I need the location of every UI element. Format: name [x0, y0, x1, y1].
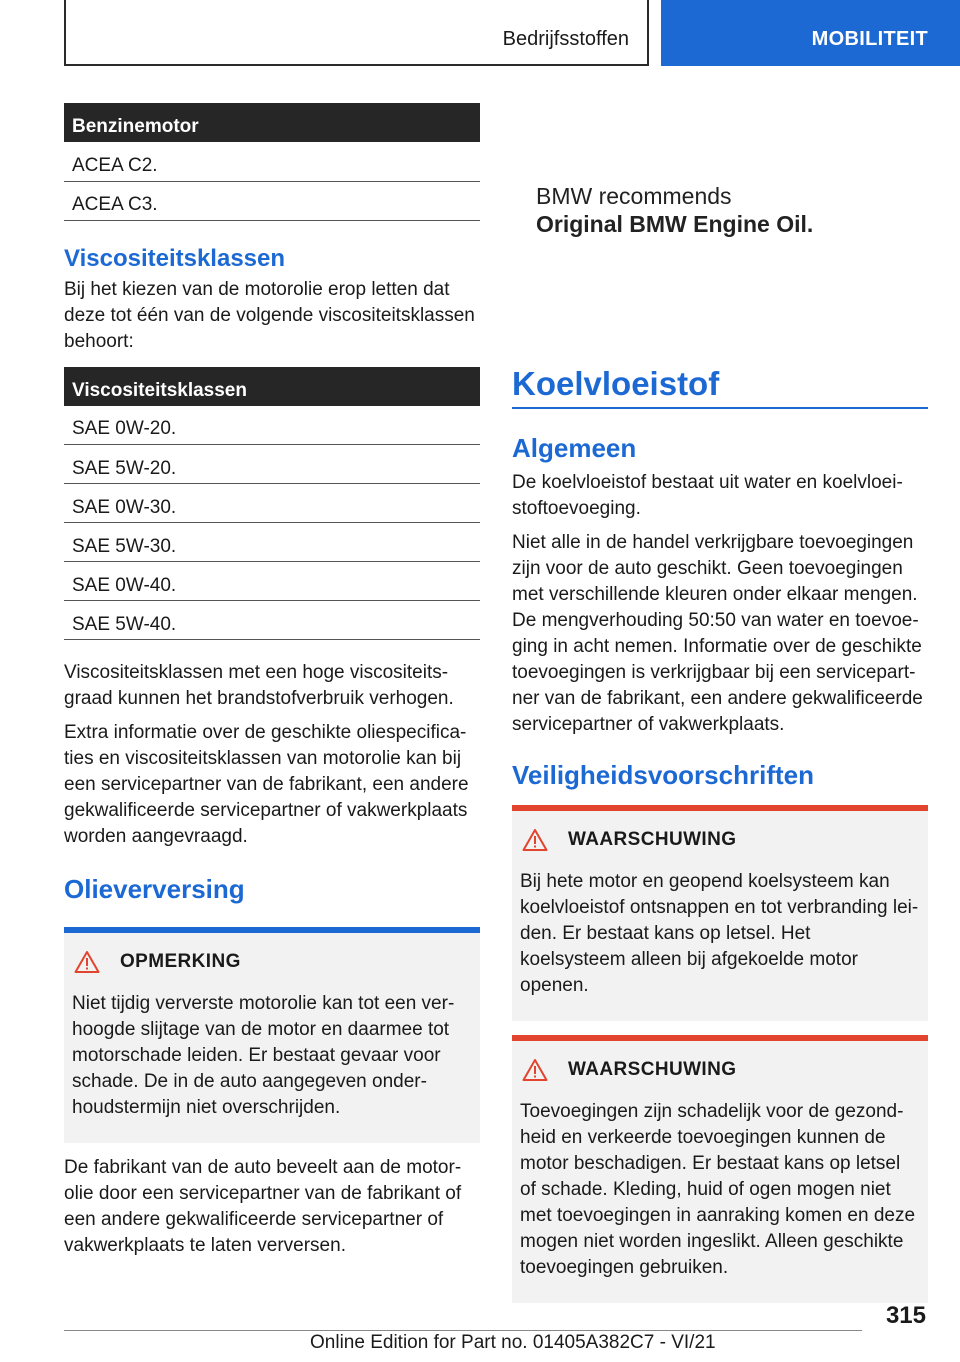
general-paragraph: Niet alle in de handel verkrijgbare toevoegingen zijn voor de auto geschikt. Geen toevoegingen met verschillende kleuren onder elkaar mengen. De mengverhouding 50:50 van water en toevoeging in acht nemen. Informatie over de geschikte toevoegingen is verkrijgbaar bij een servicepartner van de fabrikant, een andere gekwalificeerde servicepartner of vakwerkplaats. — [512, 532, 923, 735]
table-header: Viscositeitsklassen — [64, 367, 480, 406]
page-number: 315 — [885, 1302, 926, 1329]
notice-body: Niet tijdig ververste motorolie kan tot een verhoogde slijtage van de motor en daarmee tot motorschade leiden. Er bestaat gevaar voor schade. De in de auto aangegeven onderhoudstermijn niet overschrijden. — [72, 993, 455, 1118]
warning-triangle-icon — [522, 828, 548, 852]
bmw-image-line2: Original BMW Engine Oil. — [536, 211, 814, 237]
notice-header — [64, 933, 480, 991]
table-header: Benzinemotor — [64, 103, 480, 142]
table-row: SAE 5W-30. — [64, 523, 480, 562]
oil-change-heading: Olieverversing — [64, 874, 245, 904]
warning-header — [512, 1041, 928, 1099]
header-section-title: Bedrijfsstoffen — [502, 28, 629, 50]
viscosity-table — [64, 367, 480, 641]
warning-triangle-icon — [522, 1058, 548, 1082]
footer-divider — [64, 1330, 862, 1331]
safety-heading: Veiligheidsvoorschriften — [512, 760, 814, 790]
warning-title: WAARSCHUWING — [568, 829, 737, 850]
header-chapter-title: MOBILITEIT — [811, 28, 928, 50]
oil-change-paragraph: De fabrikant van de auto beveelt aan de motorolie door een servicepartner van de fabrikant of een andere gekwalificeerde servicepartner of vakwerkplaats te laten verversen. — [64, 1157, 462, 1256]
table-row: SAE 0W-40. — [64, 562, 480, 601]
bmw-oil-image — [512, 103, 928, 323]
viscosity-intro: Bij het kiezen van de motorolie erop letten dat deze tot één van de volgende viscositeitsklassen behoort: — [64, 278, 475, 352]
viscosity-paragraph: Viscositeitsklassen met een hoge viscositeitsgraad kunnen het brandstofverbruik verhogen. — [64, 662, 454, 709]
warning-triangle-icon — [74, 950, 100, 974]
warning-box — [512, 805, 928, 1021]
left-column — [64, 103, 480, 1259]
footer-edition: Online Edition for Part no. 01405A382C7 - VI/21 — [310, 1332, 716, 1353]
petrol-engine-table — [64, 103, 480, 221]
warning-body: Toevoegingen zijn schadelijk voor de gezondheid en verkeerde toevoegingen kunnen de motor beschadigen. Er bestaat kans op letsel of schade. Kleding, huid of ogen mogen niet met toevoegingen in aanraking komen en deze mogen niet worden ingeslikt. Alleen geschikte toevoegingen gebruiken. — [520, 1101, 916, 1278]
warning-title: WAARSCHUWING — [568, 1059, 737, 1080]
right-column — [512, 103, 928, 1303]
general-paragraph: De koelvloeistof bestaat uit water en koelvloeistoftoevoeging. — [512, 472, 903, 519]
header-chapter-tab[interactable] — [661, 0, 960, 66]
table-row: ACEA C2. — [64, 142, 480, 181]
bmw-image-line1: BMW recommends — [536, 183, 732, 209]
warning-box — [512, 1035, 928, 1303]
warning-body: Bij hete motor en geopend koelsysteem kan koelvloeistof ontsnappen en tot verbranding leiden. Er bestaat kans op letsel. Het koelsysteem alleen bij afgekoelde motor openen. — [520, 871, 919, 996]
table-row: SAE 5W-20. — [64, 445, 480, 484]
table-row: SAE 5W-40. — [64, 601, 480, 640]
notice-box — [64, 927, 480, 1143]
coolant-title: Koelvloeistof — [512, 365, 928, 409]
header-section-tab — [64, 0, 649, 66]
table-row: SAE 0W-20. — [64, 406, 480, 445]
general-heading: Algemeen — [512, 433, 637, 463]
viscosity-paragraph: Extra informatie over de geschikte oliespecificaties en viscositeitsklassen van motorolie kan bij een servicepartner van de fabrikant, een andere gekwalificeerde servicepartner of vakwerkplaats worden aangevraagd. — [64, 722, 469, 847]
warning-header — [512, 811, 928, 869]
table-row: ACEA C3. — [64, 181, 480, 220]
table-row: SAE 0W-30. — [64, 484, 480, 523]
notice-title: OPMERKING — [120, 951, 241, 972]
viscosity-heading: Viscositeitsklassen — [64, 244, 286, 272]
